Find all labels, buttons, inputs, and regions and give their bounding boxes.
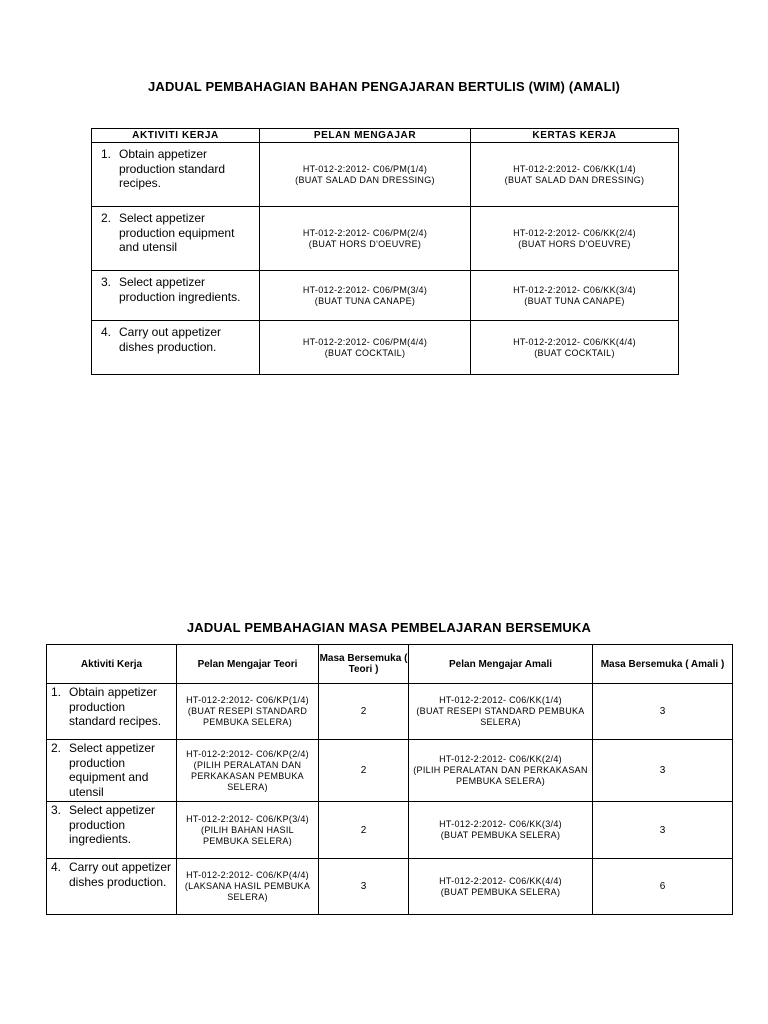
item-number: 4. <box>101 325 112 339</box>
masa-teori-cell: 2 <box>319 684 409 740</box>
activity-text: Select appetizer production equipment and utensil <box>119 211 235 254</box>
kk-code: HT-012-2:2012- C06/KK(1/4) <box>439 695 562 705</box>
pelan-amali-cell <box>409 740 593 802</box>
kp-desc: (LAKSANA HASIL PEMBUKA SELERA) <box>184 881 311 902</box>
table-row <box>92 207 679 271</box>
activity-cell <box>47 802 177 859</box>
table-header-row <box>47 645 733 684</box>
header-kertas-kerja: KERTAS KERJA <box>471 129 679 143</box>
pelan-mengajar-cell <box>260 271 471 321</box>
table-row <box>47 859 733 915</box>
pm-desc: (BUAT COCKTAIL) <box>324 347 406 358</box>
activity-text: Carry out appetizer dishes production. <box>69 860 172 889</box>
activity-text: Obtain appetizer production standard recipes. <box>119 147 226 190</box>
pelan-mengajar-cell <box>260 143 471 207</box>
activity-cell <box>47 859 177 915</box>
header-pelan-mengajar-teori: Pelan Mengajar Teori <box>177 645 319 684</box>
item-number: 1. <box>51 685 62 699</box>
kk-code: HT-012-2:2012- C06/KK(2/4) <box>513 227 636 238</box>
item-number: 4. <box>51 860 62 874</box>
item-number: 3. <box>51 803 62 817</box>
masa-teori-cell: 2 <box>319 740 409 802</box>
kk-code: HT-012-2:2012- C06/KK(1/4) <box>513 163 636 174</box>
pelan-amali-cell <box>409 859 593 915</box>
kertas-kerja-cell <box>471 143 679 207</box>
kp-code: HT-012-2:2012- C06/KP(2/4) <box>186 748 309 759</box>
kertas-kerja-cell <box>471 321 679 375</box>
activity-text: Carry out appetizer dishes production. <box>119 325 222 354</box>
activity-text: Obtain appetizer production standard recipes. <box>69 685 162 728</box>
pelan-teori-cell <box>177 802 319 859</box>
wim-distribution-table <box>91 128 679 375</box>
header-pelan-mengajar-amali: Pelan Mengajar Amali <box>409 645 593 684</box>
header-pelan-mengajar: PELAN MENGAJAR <box>260 129 471 143</box>
masa-amali-cell: 3 <box>593 740 733 802</box>
pelan-amali-cell <box>409 802 593 859</box>
kertas-kerja-cell <box>471 207 679 271</box>
kk-desc: (BUAT TUNA CANAPE) <box>524 295 625 306</box>
table-row <box>92 143 679 207</box>
item-number: 2. <box>51 741 62 755</box>
kk-desc: (BUAT COCKTAIL) <box>534 347 615 358</box>
masa-teori-cell: 2 <box>319 802 409 859</box>
kk-desc: (BUAT HORS D'OEUVRE) <box>518 238 631 249</box>
pm-code: HT-012-2:2012- C06/PM(3/4) <box>302 284 428 295</box>
activity-cell <box>92 143 260 207</box>
contact-time-table <box>46 644 733 915</box>
pm-desc: (BUAT HORS D'OEUVRE) <box>308 238 422 249</box>
table-row <box>92 271 679 321</box>
pm-code: HT-012-2:2012- C06/PM(1/4) <box>302 163 428 174</box>
activity-cell <box>92 321 260 375</box>
kp-desc: (PILIH PERALATAN DAN PERKAKASAN PEMBUKA SELERA) <box>191 759 304 792</box>
table-row <box>47 802 733 859</box>
pm-code: HT-012-2:2012- C06/PM(4/4) <box>302 336 428 347</box>
item-number: 1. <box>101 147 112 161</box>
table-row <box>47 684 733 740</box>
masa-amali-cell: 3 <box>593 802 733 859</box>
activity-cell <box>47 740 177 802</box>
kk-code: HT-012-2:2012- C06/KK(3/4) <box>439 819 562 829</box>
header-masa-bersemuka-teori: Masa Bersemuka ( Teori ) <box>319 645 409 684</box>
kp-desc: (BUAT RESEPI STANDARD PEMBUKA SELERA) <box>187 706 308 727</box>
kk-desc: (BUAT RESEPI STANDARD PEMBUKA SELERA) <box>416 706 585 727</box>
header-aktiviti-kerja: AKTIVITI KERJA <box>92 129 260 143</box>
table-row <box>92 321 679 375</box>
kp-code: HT-012-2:2012- C06/KP(3/4) <box>186 813 309 824</box>
table-header-row <box>92 129 679 143</box>
header-aktiviti-kerja: Aktiviti Kerja <box>47 645 177 684</box>
activity-cell <box>92 271 260 321</box>
kp-code: HT-012-2:2012- C06/KP(4/4) <box>186 870 309 880</box>
pelan-mengajar-cell <box>260 207 471 271</box>
masa-amali-cell: 3 <box>593 684 733 740</box>
pm-code: HT-012-2:2012- C06/PM(2/4) <box>302 227 428 238</box>
masa-amali-cell: 6 <box>593 859 733 915</box>
item-number: 2. <box>101 211 112 225</box>
kk-code: HT-012-2:2012- C06/KK(2/4) <box>439 754 562 764</box>
activity-text: Select appetizer production ingredients. <box>69 803 156 846</box>
kp-code: HT-012-2:2012- C06/KP(1/4) <box>186 695 309 705</box>
pelan-teori-cell <box>177 684 319 740</box>
table-row <box>47 740 733 802</box>
kk-desc: (BUAT PEMBUKA SELERA) <box>440 886 561 897</box>
header-masa-bersemuka-amali: Masa Bersemuka ( Amali ) <box>593 645 733 684</box>
activity-cell <box>92 207 260 271</box>
activity-text: Select appetizer production ingredients. <box>119 275 241 304</box>
pelan-amali-cell <box>409 684 593 740</box>
table2-title: JADUAL PEMBAHAGIAN MASA PEMBELAJARAN BERSEMUKA <box>186 620 592 635</box>
activity-text: Select appetizer production equipment and utensil <box>69 741 156 799</box>
table1-title: JADUAL PEMBAHAGIAN BAHAN PENGAJARAN BERTULIS (WIM) (AMALI) <box>147 79 621 94</box>
pelan-mengajar-cell <box>260 321 471 375</box>
kk-code: HT-012-2:2012- C06/KK(3/4) <box>513 284 636 295</box>
item-number: 3. <box>101 275 112 289</box>
kk-code: HT-012-2:2012- C06/KK(4/4) <box>513 336 636 347</box>
pm-desc: (BUAT TUNA CANAPE) <box>314 295 416 306</box>
kp-desc: (PILIH BAHAN HASIL PEMBUKA SELERA) <box>201 824 294 846</box>
pelan-teori-cell <box>177 740 319 802</box>
kk-desc: (PILIH PERALATAN DAN PERKAKASAN PEMBUKA SELERA) <box>413 765 588 786</box>
pm-desc: (BUAT SALAD DAN DRESSING) <box>295 174 435 185</box>
activity-cell <box>47 684 177 740</box>
kk-desc: (BUAT SALAD DAN DRESSING) <box>504 174 645 185</box>
kk-desc: (BUAT PEMBUKA SELERA) <box>440 830 561 840</box>
pelan-teori-cell <box>177 859 319 915</box>
kertas-kerja-cell <box>471 271 679 321</box>
masa-teori-cell: 3 <box>319 859 409 915</box>
kk-code: HT-012-2:2012- C06/KK(4/4) <box>439 875 562 886</box>
